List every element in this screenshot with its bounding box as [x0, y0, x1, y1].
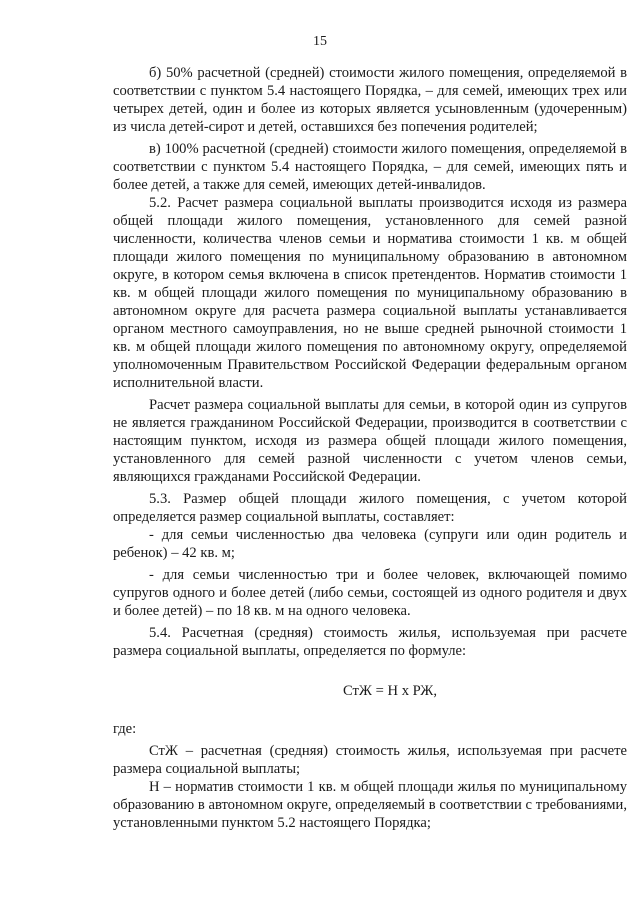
formula: СтЖ = Н х РЖ, — [343, 683, 437, 699]
page-number: 15 — [313, 34, 327, 49]
definition-stzh: СтЖ – расчетная (средняя) стоимость жилья, используемая при расчете размера социальной выплаты; — [113, 743, 627, 777]
where-label: где: — [113, 721, 137, 737]
paragraph-5-4: 5.4. Расчетная (средняя) стоимость жилья, используемая при расчете размера социальной выплаты, определяется по формуле: — [113, 625, 627, 659]
list-item-three-plus-persons: - для семьи численностью три и более человек, включающей помимо супругов одного и более детей (либо семьи, состоящей из одного родителя и двух и более детей) – по 18 кв. м на одного человека. — [113, 567, 627, 619]
definition-n: Н – норматив стоимости 1 кв. м общей площади жилья по муниципальному образованию в автономном округе, определяемый в соответствии с требованиями, установленными пунктом 5.2 настоящего Порядка; — [113, 779, 627, 831]
paragraph-item-v: в) 100% расчетной (средней) стоимости жилого помещения, определяемой в соответствии с пунктом 5.4 настоящего Порядка, – для семей, имеющих пять и более детей, а также для семей, имеющих детей-инвалидов. — [113, 141, 627, 193]
paragraph-5-3: 5.3. Размер общей площади жилого помещения, с учетом которой определяется размер социальной выплаты, составляет: — [113, 491, 627, 525]
list-item-two-persons: - для семьи численностью два человека (супруги или один родитель и ребенок) – 42 кв. м; — [113, 527, 627, 561]
paragraph-item-b: б) 50% расчетной (средней) стоимости жилого помещения, определяемой в соответствии с пунктом 5.4 настоящего Порядка, – для семей, имеющих трех или четырех детей, один и более из которых является усыновленным (удочеренным) из числа детей-сирот и детей, оставшихся без попечения родителей; — [113, 65, 627, 135]
paragraph-5-2: 5.2. Расчет размера социальной выплаты производится исходя из размера общей площади жилого помещения, установленного для семей разной численности, количества членов семьи и норматива стоимости 1 кв. м общей площади жилого помещения по муниципальному образованию в автономном округе, в котором семья включена в список претендентов. Норматив стоимости 1 кв. м общей площади жилого помещения по муниципальному образованию в автономном округе для расчета размера социальной выплаты устанавливается органом местного самоуправления, но не выше средней рыночной стоимости 1 кв. м общей площади жилого помещения по автономному округу, определяемой уполномоченным Правительством Российской Федерации федеральным органом исполнительной власти. — [113, 195, 627, 391]
document-body — [113, 64, 627, 832]
paragraph-5-2-foreign-spouse: Расчет размера социальной выплаты для семьи, в которой один из супругов не является гражданином Российской Федерации, производится в соответствии с настоящим пунктом, исходя из размера общей площади жилого помещения, установленного для семей разной численности с учетом членов семьи, являющихся гражданами Российской Федерации. — [113, 397, 627, 485]
